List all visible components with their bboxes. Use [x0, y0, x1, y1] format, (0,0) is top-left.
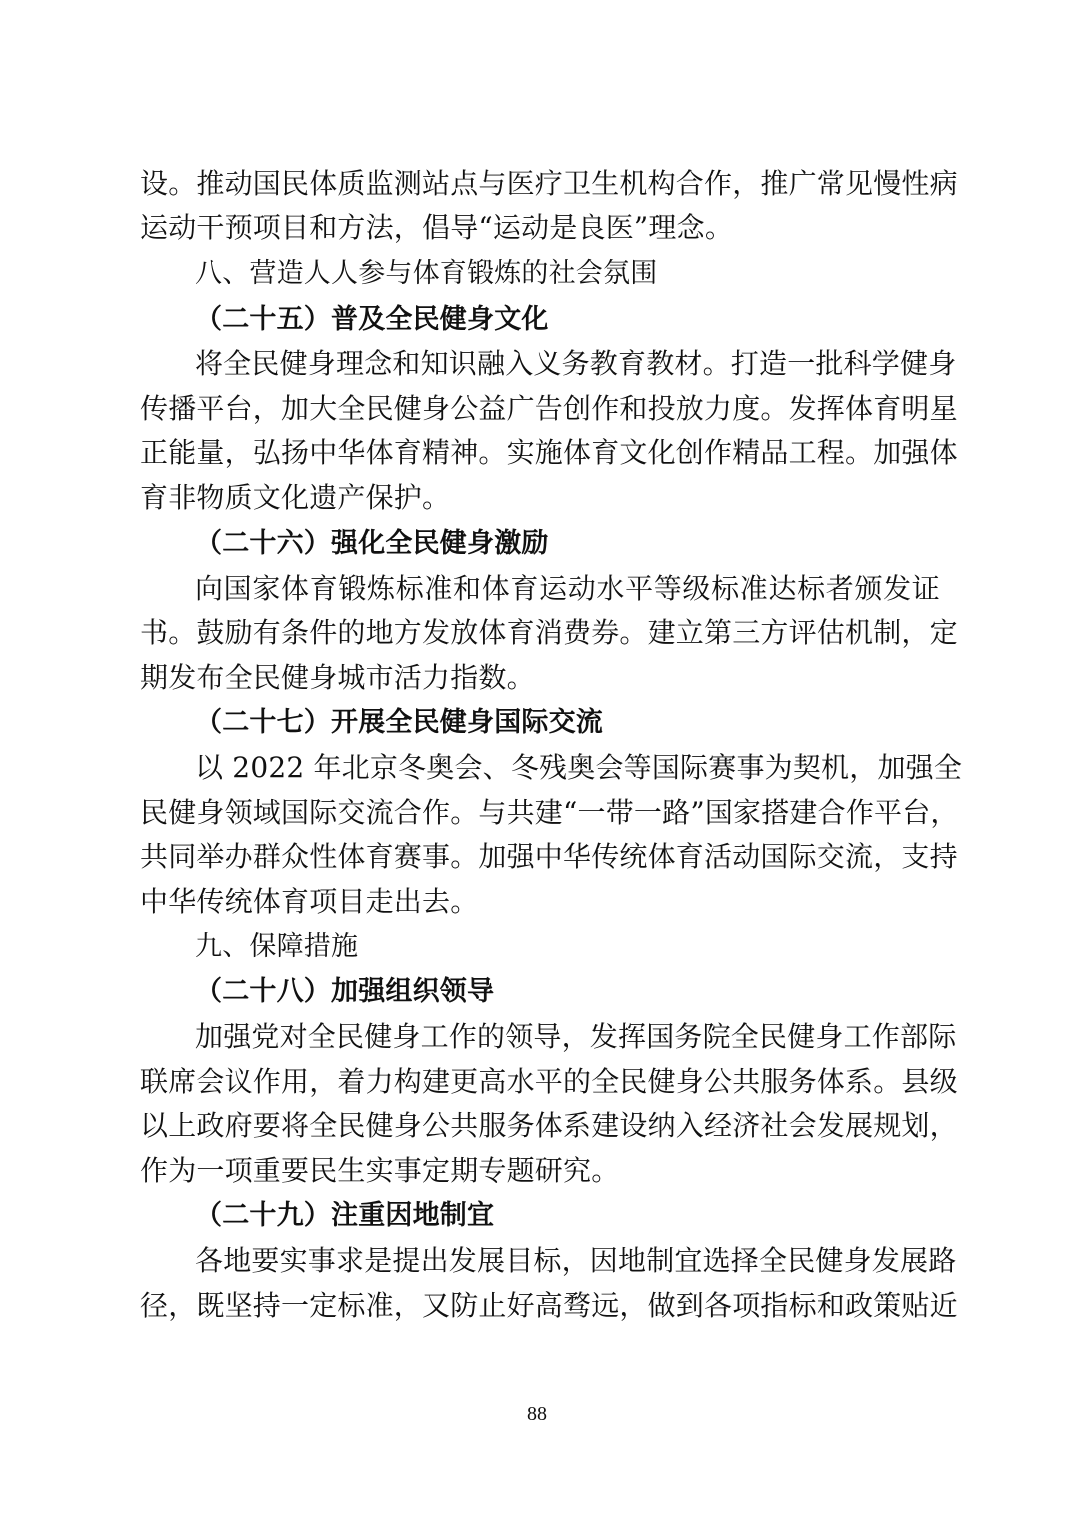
body-text-line: 加强党对全民健身工作的领导，发挥国务院全民健身工作部际 [195, 1020, 957, 1053]
body-text-line: 正能量，弘扬中华体育精神。实施体育文化创作精品工程。加强体 [140, 436, 958, 469]
body-text-line: 运动干预项目和方法，倡导“运动是良医”理念。 [140, 211, 734, 244]
body-text-line: 设。推动国民体质监测站点与医疗卫生机构合作，推广常见慢性病 [140, 167, 958, 200]
section-heading: 九、保障措施 [195, 931, 359, 962]
body-text-line: 向国家体育锻炼标准和体育运动水平等级标准达标者颁发证 [195, 572, 940, 605]
body-text-line: 以上政府要将全民健身公共服务体系建设纳入经济社会发展规划， [140, 1109, 958, 1142]
subsection-heading: （二十五）普及全民健身文化 [195, 304, 549, 335]
body-text-line: 民健身领域国际交流合作。与共建“一带一路”国家搭建合作平台， [140, 796, 959, 829]
body-text-line: 作为一项重要民生实事定期专题研究。 [140, 1154, 620, 1187]
body-text-line: 以 2022 年北京冬奥会、冬残奥会等国际赛事为契机，加强全 [195, 751, 963, 784]
body-text-line: 书。鼓励有条件的地方发放体育消费券。建立第三方评估机制，定 [140, 616, 958, 649]
section-heading: 八、营造人人参与体育锻炼的社会氛围 [195, 258, 658, 289]
body-text-line: 期发布全民健身城市活力指数。 [140, 661, 535, 694]
subsection-heading: （二十六）强化全民健身激励 [195, 528, 549, 559]
body-text-line: 径，既坚持一定标准，又防止好高骛远，做到各项指标和政策贴近 [140, 1289, 958, 1322]
body-text-line: 育非物质文化遗产保护。 [140, 481, 451, 514]
subsection-heading: （二十八）加强组织领导 [195, 976, 495, 1007]
body-text-line: 将全民健身理念和知识融入义务教育教材。打造一批科学健身 [195, 347, 957, 380]
body-text-line: 共同举办群众性体育赛事。加强中华传统体育活动国际交流，支持 [140, 840, 958, 873]
body-text-line: 各地要实事求是提出发展目标，因地制宜选择全民健身发展路 [195, 1244, 957, 1277]
body-text-line: 传播平台，加大全民健身公益广告创作和投放力度。发挥体育明星 [140, 392, 958, 425]
body-text-line: 中华传统体育项目走出去。 [140, 885, 479, 918]
page-number: 88 [527, 1403, 547, 1425]
subsection-heading: （二十七）开展全民健身国际交流 [195, 707, 603, 738]
body-text-line: 联席会议作用，着力构建更高水平的全民健身公共服务体系。县级 [140, 1065, 958, 1098]
subsection-heading: （二十九）注重因地制宜 [195, 1200, 495, 1231]
